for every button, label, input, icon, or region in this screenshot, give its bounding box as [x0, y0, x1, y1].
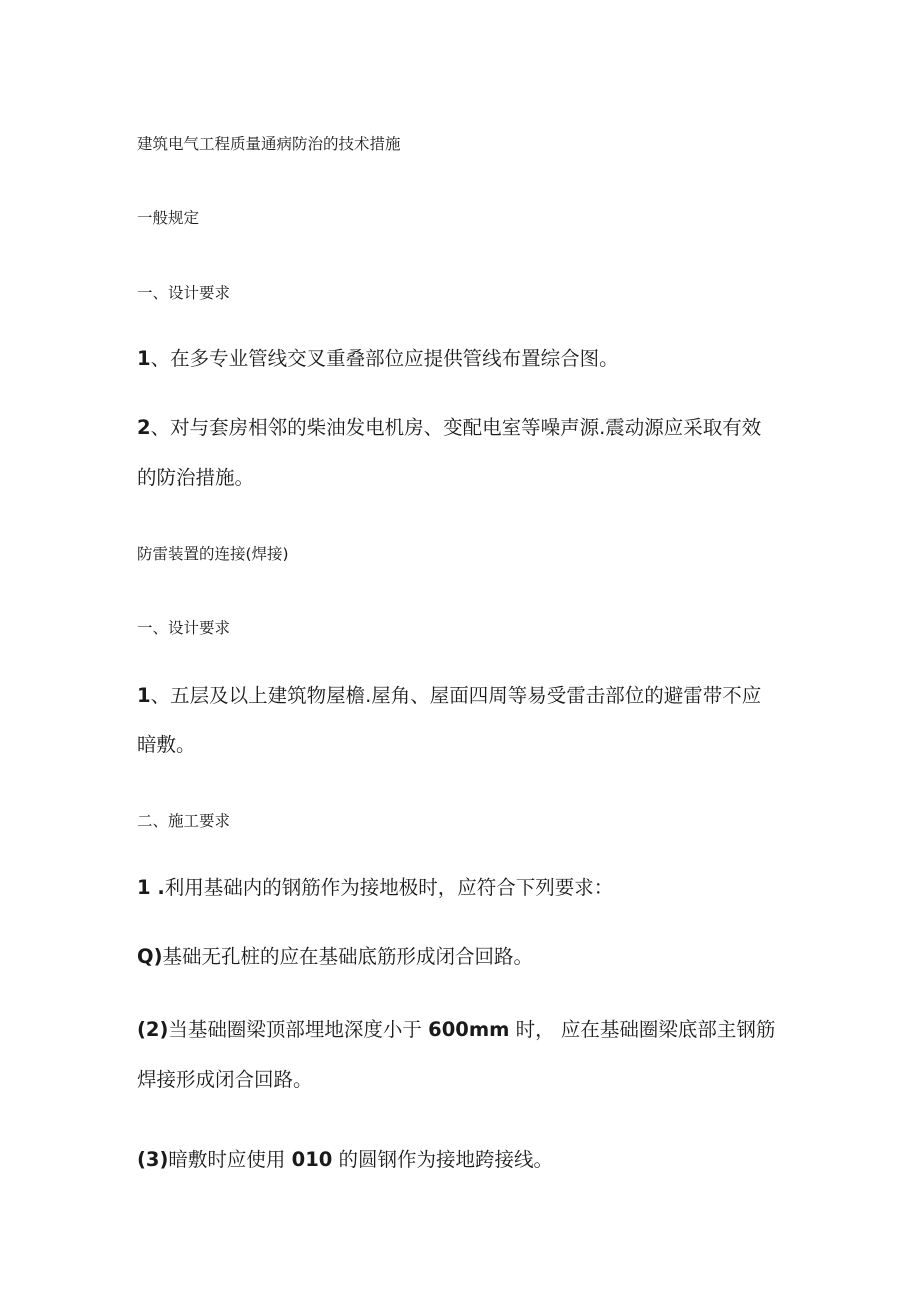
item-number: 1 .: [137, 876, 165, 899]
item-text: 的圆钢作为接地跨接线。: [338, 1148, 554, 1171]
list-item: [137, 682, 761, 710]
depth-value: 600mm: [428, 1018, 510, 1041]
item-text: 暗敷时应使用: [168, 1148, 286, 1171]
subheading-design-requirements: 一、设计要求: [137, 284, 231, 302]
list-item-continuation: 焊接形成闭合回路。: [137, 1068, 313, 1091]
subheading-construction-requirements: 二、施工要求: [137, 812, 231, 830]
item-text: 基础无孔桩的应在基础底筋形成闭合回路。: [162, 945, 534, 968]
list-item: [137, 414, 761, 442]
rebar-diameter-value: 010: [291, 1148, 333, 1171]
list-item-continuation: 暗敷。: [137, 733, 196, 756]
item-number: 1: [137, 347, 151, 370]
list-item: [137, 943, 533, 971]
item-text: 当基础圈梁顶部埋地深度小于: [168, 1018, 422, 1041]
item-number: Q): [137, 945, 163, 968]
item-number: (2): [137, 1018, 169, 1041]
item-text: 、对与套房相邻的柴油发电机房、变配电室等噪声源.震动源应采取有效: [150, 416, 762, 439]
section-heading-general: 一般规定: [137, 209, 200, 227]
list-item-continuation: 的防治措施。: [137, 466, 255, 489]
subheading-design-requirements: 一、设计要求: [137, 619, 231, 637]
item-text: 利用基础内的钢筋作为接地极时，应符合下列要求：: [164, 876, 614, 899]
list-item: [137, 1016, 775, 1044]
item-text: 应在基础圈梁底部主钢筋: [560, 1018, 776, 1041]
list-item: [137, 1146, 553, 1174]
section-heading-lightning: 防雷装置的连接(焊接): [137, 545, 289, 563]
list-item: [137, 345, 619, 373]
item-number: 2: [137, 416, 151, 439]
list-item: [137, 874, 613, 902]
item-text: 、在多专业管线交叉重叠部位应提供管线布置综合图。: [150, 347, 619, 370]
item-text: 、五层及以上建筑物屋檐.屋角、屋面四周等易受雷击部位的避雷带不应: [150, 684, 762, 707]
item-text: 时，: [515, 1018, 555, 1041]
item-number: 1: [137, 684, 151, 707]
document-title: 建筑电气工程质量通病防治的技术措施: [137, 135, 401, 153]
item-number: (3): [137, 1148, 169, 1171]
